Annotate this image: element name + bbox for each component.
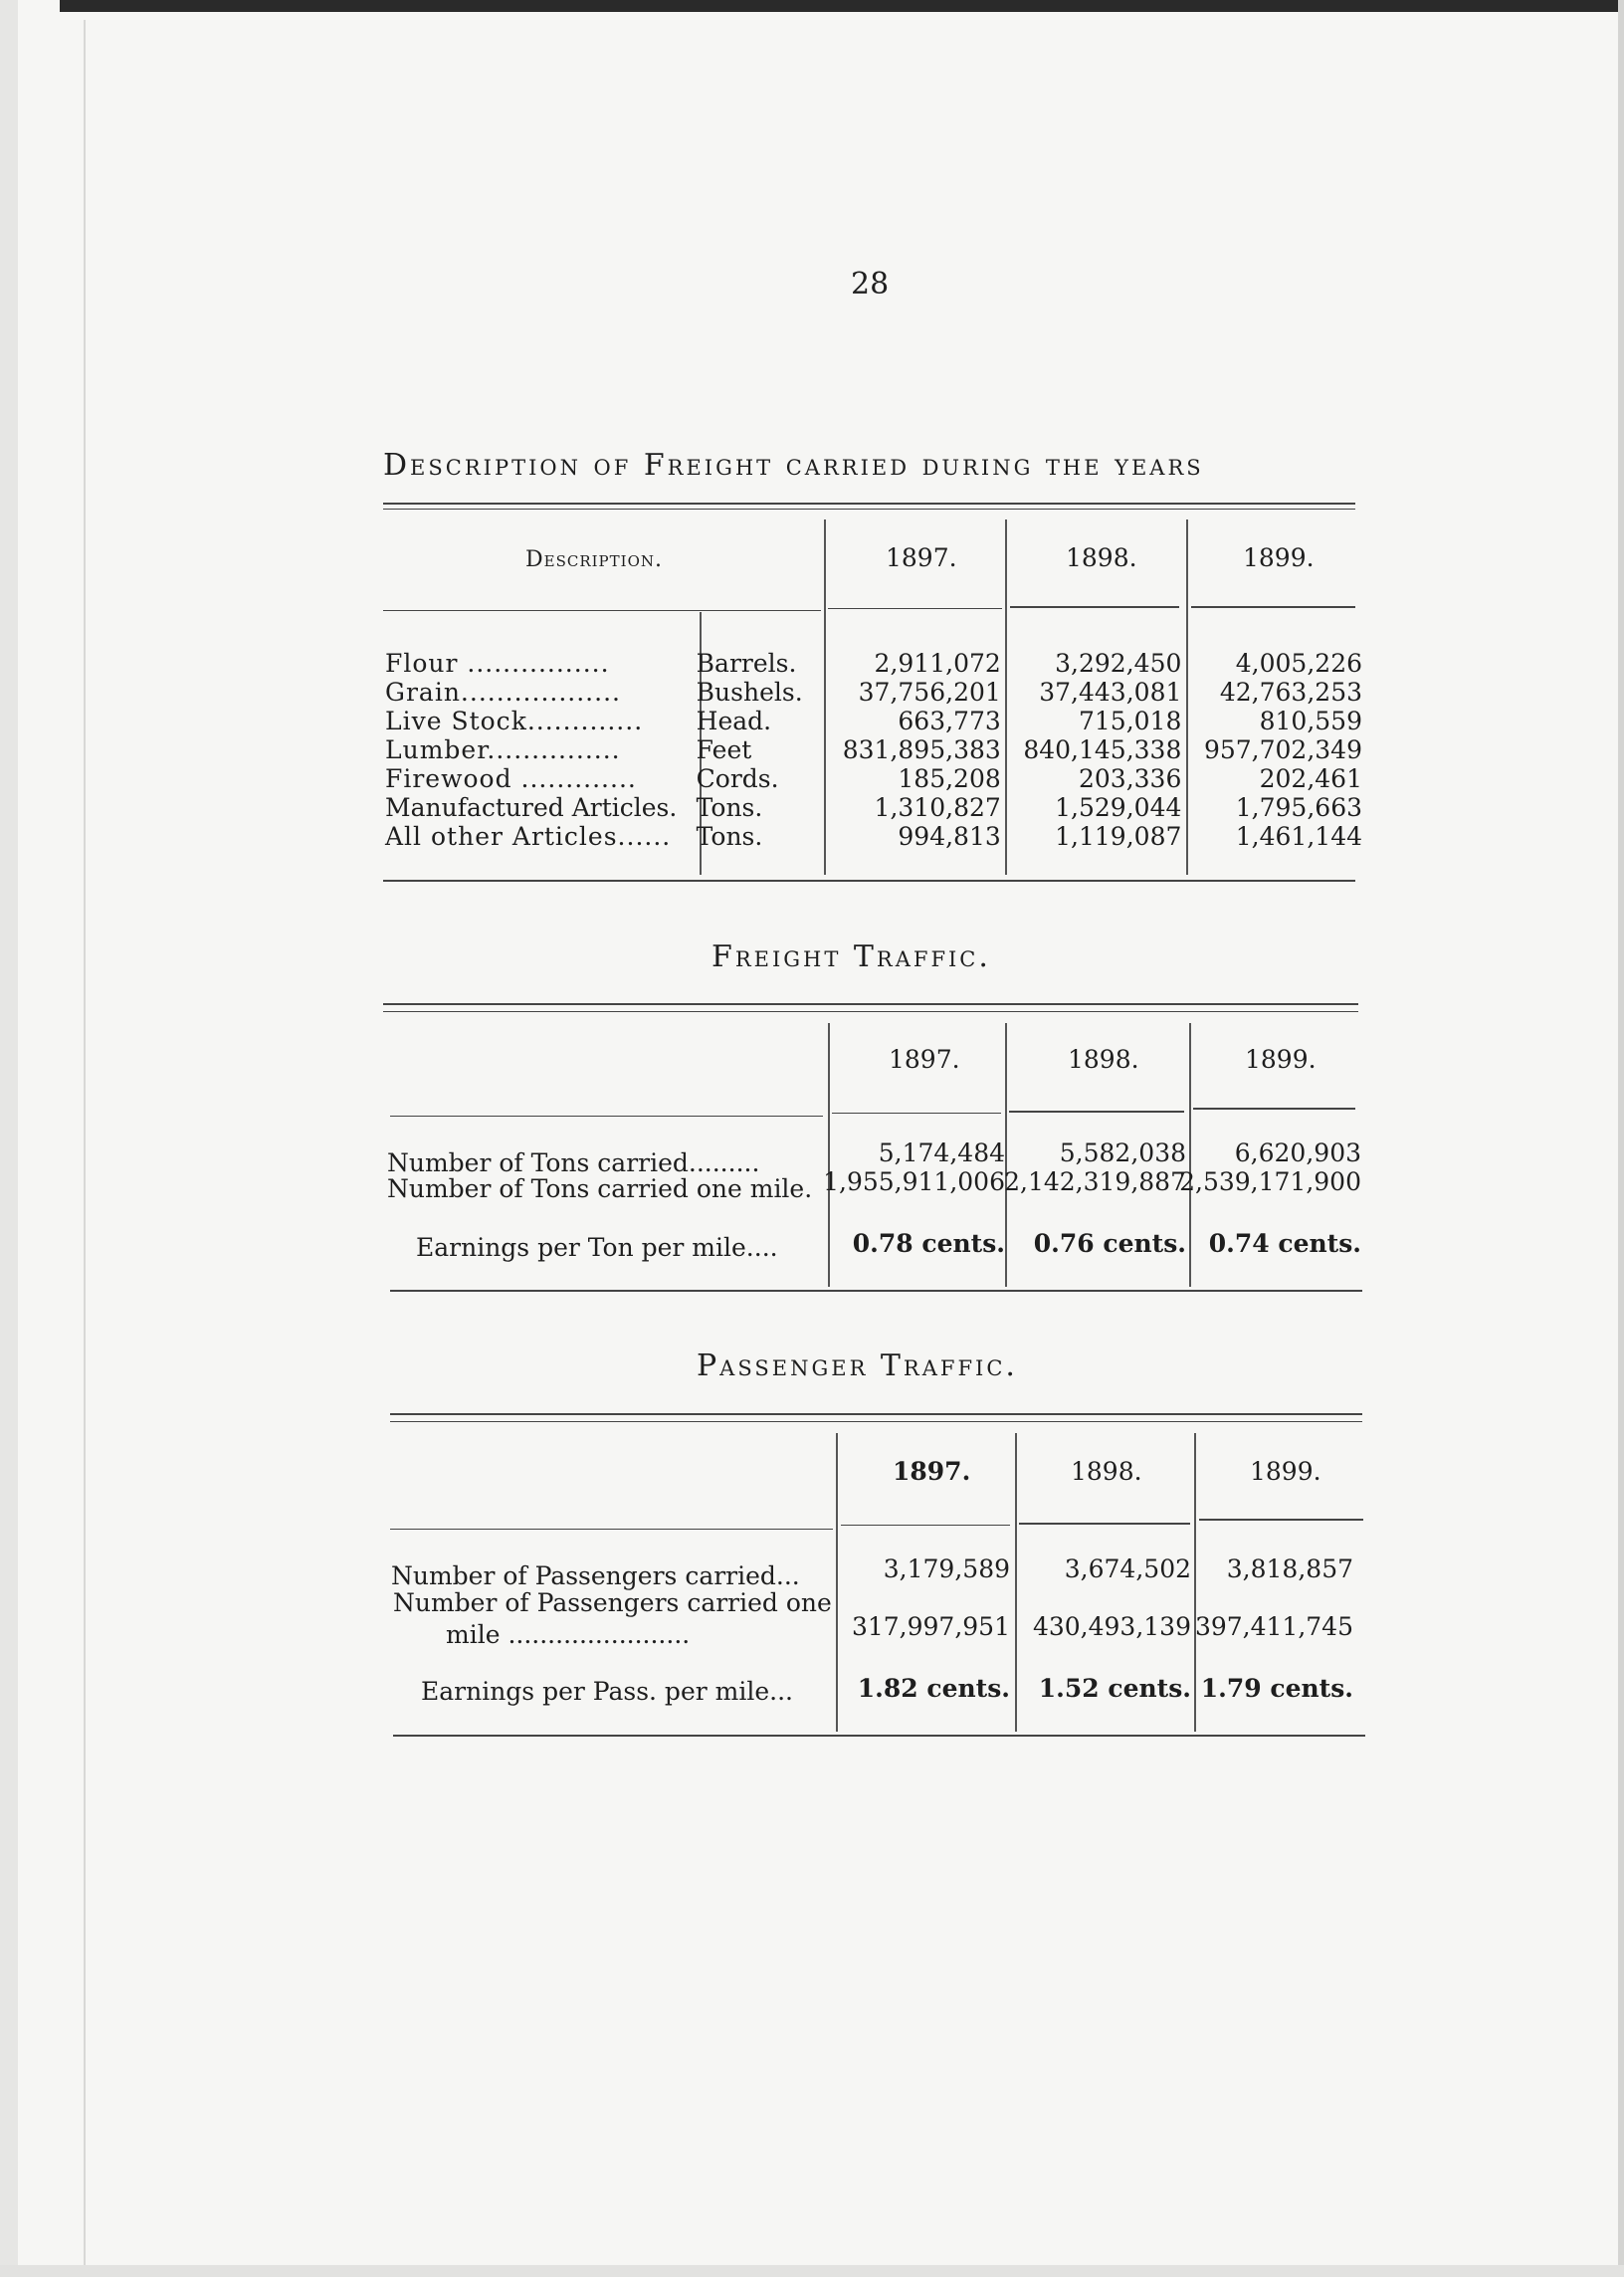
table-row xyxy=(381,822,1366,851)
page-fold-line xyxy=(84,20,86,2277)
value-1897: 0.78 cents. xyxy=(852,1229,1005,1258)
table-row xyxy=(381,707,1366,735)
rule xyxy=(841,1525,1010,1526)
value-1899: 1,461,144 xyxy=(1235,822,1362,851)
value-1899: 957,702,349 xyxy=(1203,735,1362,764)
value-1899: 4,005,226 xyxy=(1235,649,1362,678)
value-1899: 397,411,745 xyxy=(1194,1612,1353,1641)
rule xyxy=(383,880,1355,882)
year-header-1899: 1899. xyxy=(1245,1045,1317,1074)
value-1898: 3,674,502 xyxy=(1064,1554,1191,1583)
rule xyxy=(1199,1519,1363,1521)
value-1898: 715,018 xyxy=(1078,707,1182,735)
freight-description-table xyxy=(381,649,1366,851)
page-edge-top xyxy=(60,0,1624,12)
rule xyxy=(383,1003,1358,1005)
row-unit: Feet xyxy=(696,735,752,764)
passenger-row-label: Number of Passengers carried... xyxy=(391,1561,800,1590)
value-1899: 202,461 xyxy=(1259,764,1362,793)
value-1899: 1,795,663 xyxy=(1235,793,1362,822)
freight-row-label: Earnings per Ton per mile.... xyxy=(416,1233,778,1262)
row-unit: Tons. xyxy=(696,793,763,822)
value-1897: 1.82 cents. xyxy=(857,1674,1010,1703)
rule xyxy=(1019,1523,1190,1525)
value-1898: 0.76 cents. xyxy=(1033,1229,1186,1258)
row-unit: Barrels. xyxy=(696,649,797,678)
value-1897: 1,955,911,006 xyxy=(823,1167,1005,1196)
year-header-1897: 1897. xyxy=(893,1457,971,1486)
year-header-1898: 1898. xyxy=(1071,1457,1142,1486)
passenger-row-label-cont: mile ....................... xyxy=(446,1620,691,1649)
passenger-row-label: Earnings per Pass. per mile... xyxy=(421,1677,793,1706)
page-edge-bottom xyxy=(0,2265,1624,2277)
value-1897: 831,895,383 xyxy=(842,735,1001,764)
rule xyxy=(393,1735,1365,1737)
passenger-row-label: Number of Passengers carried one xyxy=(393,1588,832,1617)
year-header-1897: 1897. xyxy=(889,1045,960,1074)
value-1899: 42,763,253 xyxy=(1219,678,1362,707)
value-1898: 37,443,081 xyxy=(1039,678,1182,707)
value-1897: 37,756,201 xyxy=(858,678,1001,707)
year-header-1898: 1898. xyxy=(1066,543,1137,572)
freight-traffic-title: Freight Traffic. xyxy=(711,939,991,974)
value-1899: 3,818,857 xyxy=(1226,1554,1353,1583)
value-1897: 994,813 xyxy=(898,822,1001,851)
value-1898: 1.52 cents. xyxy=(1038,1674,1191,1703)
freight-description-title: Description of Freight carried during the years xyxy=(383,448,1204,483)
column-rule xyxy=(828,1023,830,1287)
value-1898: 840,145,338 xyxy=(1023,735,1182,764)
column-rule xyxy=(1015,1433,1017,1732)
year-header-1899: 1899. xyxy=(1250,1457,1321,1486)
value-1898: 1,529,044 xyxy=(1055,793,1182,822)
value-1898: 2,142,319,887 xyxy=(1004,1167,1186,1196)
column-rule xyxy=(1194,1433,1196,1732)
value-1898: 3,292,450 xyxy=(1055,649,1182,678)
rule xyxy=(832,1113,1001,1114)
value-1899: 810,559 xyxy=(1259,707,1362,735)
value-1897: 185,208 xyxy=(898,764,1001,793)
rule xyxy=(383,610,821,611)
freight-row-label: Number of Tons carried......... xyxy=(387,1148,760,1177)
value-1898: 203,336 xyxy=(1078,764,1182,793)
value-1899: 2,539,171,900 xyxy=(1179,1167,1361,1196)
value-1897: 5,174,484 xyxy=(878,1138,1005,1167)
rule xyxy=(383,509,1355,510)
table-row xyxy=(381,678,1366,707)
year-header-1897: 1897. xyxy=(886,543,957,572)
page-number: 28 xyxy=(851,267,890,302)
passenger-traffic-title: Passenger Traffic. xyxy=(697,1348,1018,1383)
year-header-1899: 1899. xyxy=(1243,543,1315,572)
value-1898: 1,119,087 xyxy=(1055,822,1182,851)
row-label: Lumber............... xyxy=(385,735,621,764)
rule xyxy=(383,1011,1358,1012)
value-1898: 430,493,139 xyxy=(1032,1612,1191,1641)
table-row xyxy=(381,649,1366,678)
page-edge-left xyxy=(0,0,18,2277)
value-1898: 5,582,038 xyxy=(1059,1138,1186,1167)
rule xyxy=(390,1529,833,1530)
description-header: Description. xyxy=(525,547,663,572)
rule xyxy=(390,1413,1362,1415)
row-unit: Head. xyxy=(696,707,772,735)
row-label: Flour ................ xyxy=(385,649,610,678)
row-label: Live Stock............. xyxy=(385,707,644,735)
value-1899: 0.74 cents. xyxy=(1208,1229,1361,1258)
page-edge-right xyxy=(1618,0,1624,2277)
row-unit: Cords. xyxy=(696,764,779,793)
rule xyxy=(1191,606,1355,608)
row-label: Grain.................. xyxy=(385,678,621,707)
value-1897: 317,997,951 xyxy=(851,1612,1010,1641)
rule xyxy=(383,503,1355,505)
row-unit: Tons. xyxy=(696,822,763,851)
column-rule xyxy=(1189,1023,1191,1287)
year-header-1898: 1898. xyxy=(1068,1045,1139,1074)
rule xyxy=(1009,1111,1184,1113)
value-1897: 663,773 xyxy=(898,707,1001,735)
rule xyxy=(1010,606,1179,608)
column-rule xyxy=(836,1433,838,1732)
table-row xyxy=(381,793,1366,822)
rule xyxy=(390,1290,1362,1292)
rule xyxy=(390,1116,823,1117)
row-label: Firewood ............. xyxy=(385,764,637,793)
row-label: Manufactured Articles. xyxy=(385,793,678,822)
rule xyxy=(390,1421,1362,1422)
row-unit: Bushels. xyxy=(696,678,803,707)
value-1899: 1.79 cents. xyxy=(1200,1674,1353,1703)
row-label: All other Articles...... xyxy=(385,822,672,851)
column-rule xyxy=(1005,1023,1007,1287)
value-1897: 1,310,827 xyxy=(874,793,1001,822)
value-1899: 6,620,903 xyxy=(1234,1138,1361,1167)
table-row xyxy=(381,735,1366,764)
freight-row-label: Number of Tons carried one mile. xyxy=(387,1174,813,1203)
rule xyxy=(1193,1108,1355,1110)
table-row xyxy=(381,764,1366,793)
value-1897: 2,911,072 xyxy=(874,649,1001,678)
value-1897: 3,179,589 xyxy=(883,1554,1010,1583)
rule xyxy=(828,608,1002,609)
